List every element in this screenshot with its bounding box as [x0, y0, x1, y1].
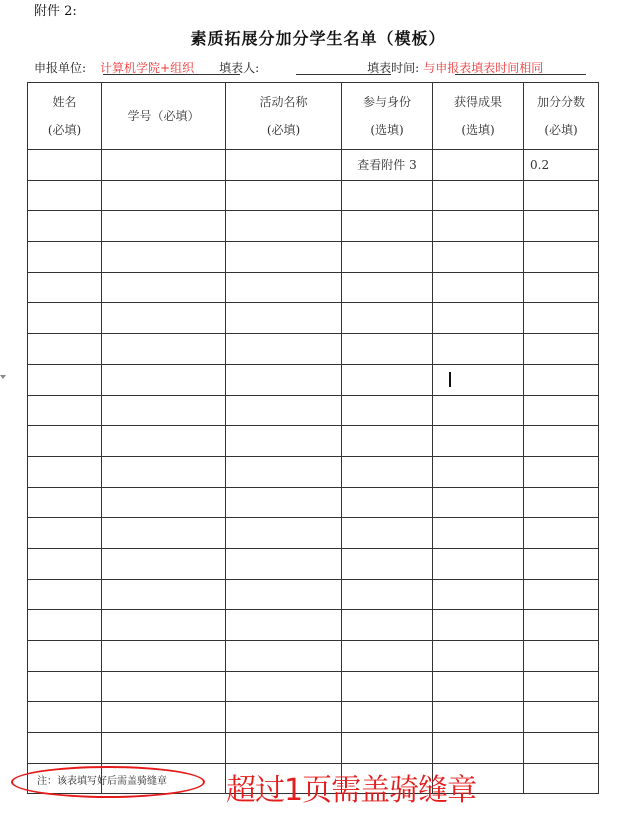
table-cell[interactable]: [433, 487, 524, 518]
table-cell[interactable]: [433, 671, 524, 702]
table-cell[interactable]: [226, 487, 342, 518]
table-row: [28, 548, 599, 579]
table-cell[interactable]: [524, 303, 599, 334]
document-title: 素质拓展分加分学生名单（模板）: [190, 29, 446, 48]
table-cell[interactable]: [524, 733, 599, 764]
table-cell[interactable]: [28, 303, 102, 334]
table-cell[interactable]: [524, 763, 599, 794]
unit-value[interactable]: 计算机学院+组织: [100, 61, 195, 75]
table-cell[interactable]: [102, 180, 226, 211]
table-row: [28, 702, 599, 733]
table-cell[interactable]: [433, 641, 524, 672]
table-cell[interactable]: [102, 548, 226, 579]
table-cell[interactable]: [102, 610, 226, 641]
table-cell[interactable]: [342, 487, 433, 518]
table-row: [28, 579, 599, 610]
table-cell[interactable]: [102, 671, 226, 702]
table-cell[interactable]: [28, 242, 102, 273]
table-cell[interactable]: [102, 702, 226, 733]
table-row: [28, 518, 599, 549]
table-cell[interactable]: [342, 702, 433, 733]
table-cell[interactable]: [226, 702, 342, 733]
table-cell[interactable]: [28, 579, 102, 610]
table-row: [28, 671, 599, 702]
table-cell[interactable]: [342, 303, 433, 334]
table-cell[interactable]: [342, 579, 433, 610]
table-row: [28, 334, 599, 365]
table-row: [28, 364, 599, 395]
table-cell[interactable]: [342, 180, 433, 211]
table-cell[interactable]: [102, 364, 226, 395]
table-cell[interactable]: [102, 426, 226, 457]
table-cell[interactable]: [102, 211, 226, 242]
text-cursor: [449, 372, 451, 387]
table-cell[interactable]: [433, 334, 524, 365]
table-cell[interactable]: [342, 334, 433, 365]
table-row: [28, 733, 599, 764]
table-cell[interactable]: [226, 395, 342, 426]
header-row: [28, 83, 599, 150]
table-cell[interactable]: [226, 671, 342, 702]
table-cell[interactable]: [28, 518, 102, 549]
table-row: [28, 456, 599, 487]
filler-underline: [296, 74, 391, 75]
table-cell[interactable]: [342, 426, 433, 457]
table-cell[interactable]: [226, 426, 342, 457]
table-cell[interactable]: [226, 242, 342, 273]
table-cell[interactable]: [226, 579, 342, 610]
header-result: 获得成果 (选填): [433, 83, 524, 150]
table-cell[interactable]: [433, 395, 524, 426]
table-row: [28, 242, 599, 273]
table-row: [28, 426, 599, 457]
table-cell[interactable]: [226, 211, 342, 242]
table-cell[interactable]: [28, 211, 102, 242]
table-row: [28, 180, 599, 211]
table-cell[interactable]: [433, 150, 524, 181]
table-cell[interactable]: [433, 548, 524, 579]
table-cell[interactable]: [102, 456, 226, 487]
table-cell[interactable]: [28, 487, 102, 518]
table-cell[interactable]: [433, 733, 524, 764]
table-cell[interactable]: [226, 456, 342, 487]
table-row: [28, 272, 599, 303]
table-cell[interactable]: [28, 733, 102, 764]
table-cell[interactable]: [28, 426, 102, 457]
table-cell[interactable]: [102, 272, 226, 303]
student-roster-table: [27, 82, 599, 794]
table-cell[interactable]: [524, 518, 599, 549]
table-cell[interactable]: [524, 242, 599, 273]
table-cell[interactable]: [226, 733, 342, 764]
table-cell[interactable]: [524, 579, 599, 610]
table-row: [28, 395, 599, 426]
stamp-annotation: 超过1页需盖骑缝章: [226, 773, 477, 808]
table-cell[interactable]: [524, 180, 599, 211]
table-cell[interactable]: [28, 180, 102, 211]
table-cell[interactable]: [102, 579, 226, 610]
table-row: [28, 303, 599, 334]
table-cell[interactable]: [342, 272, 433, 303]
table-cell[interactable]: [433, 456, 524, 487]
table-cell[interactable]: [102, 641, 226, 672]
table-cell[interactable]: [524, 456, 599, 487]
table-cell[interactable]: [226, 303, 342, 334]
date-value[interactable]: 与申报表填表时间相同: [423, 61, 544, 75]
footnote: 注：该表填写好后需盖骑缝章: [37, 776, 167, 787]
table-cell[interactable]: [102, 395, 226, 426]
table-cell[interactable]: [433, 702, 524, 733]
header-role: 参与身份 (选填): [342, 83, 433, 150]
table-cell[interactable]: [226, 548, 342, 579]
table-cell[interactable]: [342, 733, 433, 764]
table-cell[interactable]: [342, 518, 433, 549]
table-cell[interactable]: [102, 150, 226, 181]
table-cell[interactable]: [28, 702, 102, 733]
role-cell[interactable]: 查看附件 3: [342, 150, 433, 181]
table-cell[interactable]: [342, 456, 433, 487]
table-cell[interactable]: [524, 395, 599, 426]
table-cell[interactable]: [433, 272, 524, 303]
date-underline: [455, 74, 586, 75]
table-row: [28, 610, 599, 641]
margin-caret-icon: [0, 375, 6, 379]
table-row: [28, 150, 599, 181]
table-row: [28, 641, 599, 672]
table-cell[interactable]: [28, 150, 102, 181]
table-cell[interactable]: [342, 610, 433, 641]
table-cell[interactable]: [102, 334, 226, 365]
table-cell[interactable]: [226, 364, 342, 395]
table-cell[interactable]: [342, 242, 433, 273]
table-cell[interactable]: [28, 671, 102, 702]
table-cell[interactable]: [102, 242, 226, 273]
table-cell[interactable]: [226, 610, 342, 641]
table-cell[interactable]: [28, 364, 102, 395]
table-cell[interactable]: [28, 641, 102, 672]
header-score: 加分分数 (必填): [524, 83, 599, 150]
table-cell[interactable]: [524, 426, 599, 457]
table-cell[interactable]: [342, 211, 433, 242]
table-cell[interactable]: [433, 364, 524, 395]
table-row: [28, 487, 599, 518]
table-cell[interactable]: [524, 548, 599, 579]
table-cell[interactable]: [342, 364, 433, 395]
table-cell[interactable]: [102, 518, 226, 549]
table-cell[interactable]: [524, 211, 599, 242]
table-cell[interactable]: [226, 272, 342, 303]
header-student-id: 学号（必填）: [102, 83, 226, 150]
table-cell[interactable]: [433, 303, 524, 334]
score-cell[interactable]: 0.2: [524, 150, 599, 181]
table-cell[interactable]: [342, 548, 433, 579]
date-label: 填表时间:: [367, 61, 420, 75]
table-cell[interactable]: [524, 334, 599, 365]
table-cell[interactable]: [102, 733, 226, 764]
table-cell[interactable]: [226, 334, 342, 365]
table-cell[interactable]: [524, 610, 599, 641]
table-cell[interactable]: [433, 426, 524, 457]
table-cell[interactable]: [28, 395, 102, 426]
table-cell[interactable]: [28, 610, 102, 641]
table-cell[interactable]: [28, 272, 102, 303]
table-cell[interactable]: [102, 303, 226, 334]
table-cell[interactable]: [433, 180, 524, 211]
table-cell[interactable]: [524, 487, 599, 518]
table-row: [28, 211, 599, 242]
header-activity: 活动名称 (必填): [226, 83, 342, 150]
table-cell[interactable]: [342, 671, 433, 702]
unit-label: 申报单位:: [34, 61, 87, 75]
table-cell[interactable]: [102, 487, 226, 518]
table-cell[interactable]: [524, 671, 599, 702]
table-cell[interactable]: [28, 334, 102, 365]
unit-underline: [103, 74, 240, 75]
table-cell[interactable]: [28, 456, 102, 487]
table-cell[interactable]: [433, 579, 524, 610]
table-cell[interactable]: [433, 518, 524, 549]
table-cell[interactable]: [524, 364, 599, 395]
table-cell[interactable]: [226, 518, 342, 549]
filler-label: 填表人:: [219, 61, 260, 75]
table-cell[interactable]: [226, 150, 342, 181]
header-name: 姓名 (必填): [28, 83, 102, 150]
table-cell[interactable]: [524, 641, 599, 672]
table-cell[interactable]: [342, 641, 433, 672]
table-cell[interactable]: [342, 395, 433, 426]
table-cell[interactable]: [28, 548, 102, 579]
table-cell[interactable]: [524, 272, 599, 303]
table-cell[interactable]: [226, 641, 342, 672]
table-cell[interactable]: [433, 242, 524, 273]
table-cell[interactable]: [433, 610, 524, 641]
table-cell[interactable]: [433, 211, 524, 242]
table-cell[interactable]: [226, 180, 342, 211]
table-cell[interactable]: [524, 702, 599, 733]
attachment-label: 附件 2:: [34, 4, 77, 19]
